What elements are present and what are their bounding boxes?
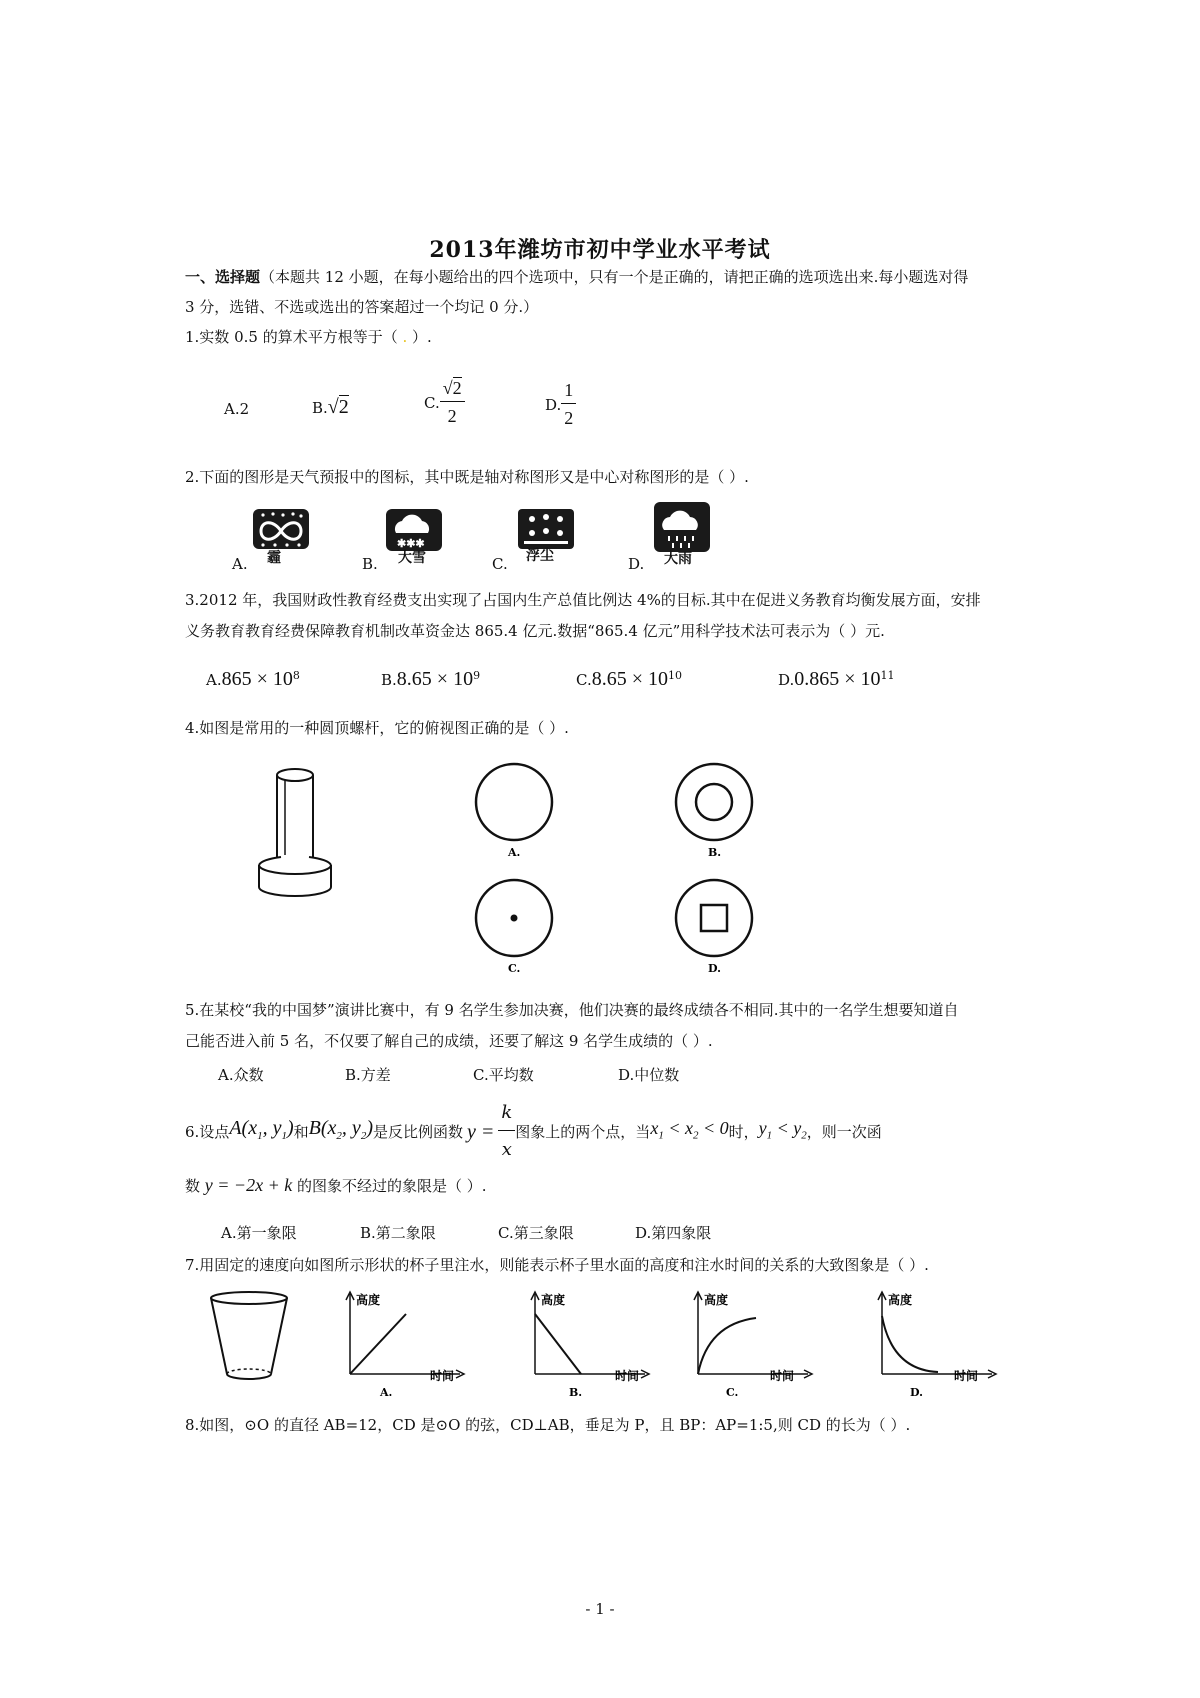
q2-c-label: 浮尘 bbox=[526, 548, 554, 564]
q6-and: 和 bbox=[293, 1122, 309, 1141]
sqrt-symbol: √ bbox=[442, 378, 453, 398]
q3-c-base: 8.65 × 10 bbox=[591, 668, 668, 690]
graph-a-xlabel: 时间 bbox=[430, 1369, 455, 1383]
top-view-option-b bbox=[670, 760, 760, 860]
q6-condition-x: $x_1 < x_2 < 0$ bbox=[650, 1117, 729, 1142]
q5-option-b: B.方差 bbox=[345, 1066, 391, 1084]
q7-stem: 7.用固定的速度向如图所示形状的杯子里注水，则能表示杯子里水面的高度和注水时间的关系的大致图象是（ ）. bbox=[185, 1256, 929, 1274]
point-a: $A(x_1$, $y_1$) bbox=[229, 1116, 294, 1142]
q3-d-base: 0.865 × 10 bbox=[794, 668, 881, 690]
graph-option-d bbox=[872, 1290, 1002, 1400]
q1-d-numerator: 1 bbox=[561, 380, 576, 404]
q5-line1: 5.在某校“我的中国梦”演讲比赛中，有 9 名学生参加决赛，他们决赛的最终成绩各不相同.其中的一名学生想要知道自 bbox=[185, 1001, 959, 1019]
section-intro bbox=[185, 262, 1035, 292]
q2-b-letter: B. bbox=[362, 555, 378, 573]
q6-condition-y: $y_1 < y_2$ bbox=[758, 1117, 807, 1142]
point-b: $B(x_2$, $y_2$) bbox=[308, 1116, 373, 1142]
q6-mid: 是反比例函数 bbox=[372, 1122, 463, 1141]
graph-option-c bbox=[688, 1290, 818, 1400]
graph-b-xlabel: 时间 bbox=[615, 1369, 640, 1383]
q3-b-exp: 9 bbox=[473, 669, 481, 682]
q4-label-d: D. bbox=[708, 962, 721, 975]
q3-c-letter: C. bbox=[576, 671, 592, 689]
q2-c-letter: C. bbox=[492, 555, 508, 573]
q6-mid2: 图象上的两个点，当 bbox=[515, 1122, 651, 1141]
q6-frac-den: x bbox=[501, 1139, 512, 1160]
page-number: - 1 - bbox=[585, 1600, 615, 1618]
floating-dust-icon bbox=[498, 507, 588, 577]
screw-bolt-figure bbox=[255, 765, 365, 905]
q1-stem bbox=[185, 322, 432, 352]
graph-d-ylabel: 高度 bbox=[888, 1293, 913, 1307]
q6-fraction bbox=[498, 1098, 515, 1165]
q6-option-a: A.第一象限 bbox=[221, 1224, 297, 1242]
q3-b-letter: B. bbox=[381, 671, 397, 689]
q2-option-c bbox=[492, 507, 588, 581]
q3-a-letter: A. bbox=[206, 671, 222, 689]
graph-b-label: B. bbox=[569, 1386, 583, 1399]
graph-d-xlabel: 时间 bbox=[954, 1369, 979, 1383]
q2-option-a bbox=[233, 507, 323, 581]
graph-c-xlabel: 时间 bbox=[770, 1369, 795, 1383]
q6-end: ，则一次函 bbox=[806, 1122, 882, 1141]
q3-a-base: 865 × 10 bbox=[221, 668, 293, 690]
q6-line1 bbox=[185, 1098, 1035, 1165]
q3-option-d bbox=[778, 668, 895, 691]
q3-d-exp: 11 bbox=[880, 669, 895, 682]
q3-option-a bbox=[206, 668, 300, 691]
q6-linear-function: y = −2x + k bbox=[204, 1175, 293, 1195]
q1-d-letter: D. bbox=[545, 395, 562, 414]
top-view-option-c bbox=[470, 876, 560, 976]
q1-stem-text: 1.实数 0.5 的算术平方根等于（ bbox=[185, 328, 403, 346]
q6-line2 bbox=[185, 1170, 487, 1201]
graph-b-ylabel: 高度 bbox=[541, 1293, 566, 1307]
q2-a-label: 霾 bbox=[267, 550, 281, 566]
q1-c-denominator: 2 bbox=[447, 406, 457, 426]
q2-option-d bbox=[630, 500, 720, 580]
q3-line2: 义务教育教育经费保障教育机制改革资金达 865.4 亿元.数据“865.4 亿元”用科学技术法可表示为（ ）元. bbox=[185, 622, 885, 640]
q1-c-fraction bbox=[440, 378, 465, 427]
q1-c-numerator: 2 bbox=[452, 378, 462, 398]
q6-line2-end: 的图象不经过的象限是（ ）. bbox=[297, 1177, 487, 1195]
q2-a-letter: A. bbox=[232, 555, 248, 573]
q1-option-c bbox=[424, 378, 465, 427]
q3-d-letter: D. bbox=[778, 671, 795, 689]
graph-a-ylabel: 高度 bbox=[356, 1293, 381, 1307]
q1-b-letter: B. bbox=[312, 399, 328, 417]
q2-d-label: 大雨 bbox=[664, 551, 692, 567]
q6-mid3: 时， bbox=[728, 1122, 759, 1141]
top-view-option-d bbox=[670, 876, 760, 976]
graph-c-label: C. bbox=[726, 1386, 739, 1399]
graph-option-a bbox=[340, 1290, 470, 1400]
section-heading: 一、选择题 bbox=[185, 268, 261, 286]
cup-figure bbox=[205, 1290, 295, 1390]
q3-option-b bbox=[381, 668, 480, 691]
q2-stem: 2.下面的图形是天气预报中的图标，其中既是轴对称图形又是中心对称图形的是（ ）. bbox=[185, 468, 749, 486]
graph-c-ylabel: 高度 bbox=[704, 1293, 729, 1307]
page-title: 2013年潍坊市初中学业水平考试 bbox=[429, 237, 771, 263]
q1-d-denominator: 2 bbox=[564, 408, 574, 428]
q1-d-fraction bbox=[561, 380, 576, 429]
q3-option-c bbox=[576, 668, 682, 691]
q4-stem: 4.如图是常用的一种圆顶螺杆，它的俯视图正确的是（ ）. bbox=[185, 719, 569, 737]
q1-stem-end: ）. bbox=[407, 328, 432, 346]
q5-option-c: C.平均数 bbox=[473, 1066, 534, 1084]
q5-option-d: D.中位数 bbox=[618, 1066, 680, 1084]
q6-option-c: C.第三象限 bbox=[498, 1224, 574, 1242]
q3-a-exp: 8 bbox=[292, 669, 300, 682]
q6-y-equals: y = bbox=[467, 1120, 495, 1143]
q6-option-b: B.第二象限 bbox=[360, 1224, 436, 1242]
q4-label-c: C. bbox=[508, 962, 521, 975]
q6-line2-prefix: 数 bbox=[185, 1177, 201, 1195]
q3-b-base: 8.65 × 10 bbox=[396, 668, 474, 690]
q1-option-d bbox=[545, 380, 576, 429]
q3-c-exp: 10 bbox=[668, 669, 682, 682]
q2-d-letter: D. bbox=[628, 555, 645, 573]
q6-frac-num: k bbox=[498, 1098, 515, 1131]
q1-b-radicand: 2 bbox=[338, 396, 349, 418]
q2-option-b bbox=[362, 507, 452, 581]
svg-text:✱✱✱: ✱✱✱ bbox=[397, 537, 425, 550]
q6-prefix: 6.设点 bbox=[185, 1122, 230, 1141]
q1-option-a: A.2 bbox=[224, 400, 250, 418]
q3-line1: 3.2012 年，我国财政性教育经费支出实现了占国内生产总值比例达 4%的目标.其中在促进义务教育均衡发展方面，安排 bbox=[185, 591, 981, 609]
q4-label-b: B. bbox=[708, 846, 722, 859]
q1-c-letter: C. bbox=[424, 393, 440, 412]
q5-line2: 己能否进入前 5 名，不仅要了解自己的成绩，还要了解这 9 名学生成绩的（ ）. bbox=[185, 1032, 713, 1050]
answer-mark: . bbox=[402, 328, 408, 346]
section-intro-line2: 3 分，选错、不选或选出的答案超过一个均记 0 分.） bbox=[185, 298, 539, 316]
section-intro-line1: （本题共 12 小题，在每小题给出的四个选项中，只有一个是正确的，请把正确的选项选出来.每小题选对得 bbox=[260, 268, 969, 286]
q4-label-a: A. bbox=[508, 846, 521, 859]
sqrt-symbol: √ bbox=[327, 396, 339, 418]
q6-option-d: D.第四象限 bbox=[635, 1224, 712, 1242]
graph-option-b bbox=[525, 1290, 655, 1400]
q2-b-label: 大雪 bbox=[398, 550, 426, 566]
q5-option-a: A.众数 bbox=[218, 1066, 264, 1084]
q8-stem: 8.如图，⊙O 的直径 AB=12，CD 是⊙O 的弦，CD⊥AB，垂足为 P，且 BP：AP=1:5,则 CD 的长为（ ）. bbox=[185, 1416, 911, 1434]
graph-d-label: D. bbox=[910, 1386, 923, 1399]
top-view-option-a bbox=[470, 760, 560, 860]
graph-a-label: A. bbox=[380, 1386, 393, 1399]
q1-option-b bbox=[312, 396, 349, 419]
